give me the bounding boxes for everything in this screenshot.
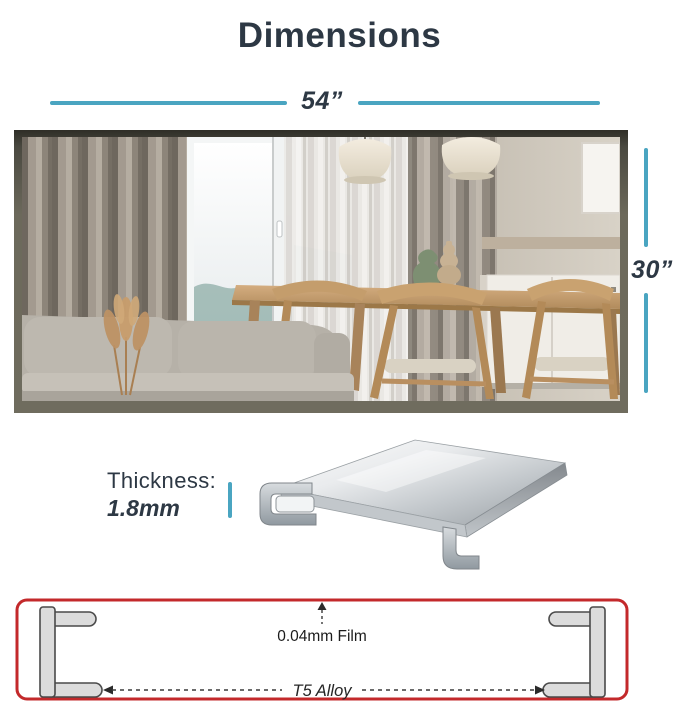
width-dimension-line-right <box>358 101 600 105</box>
height-dimension-line-bottom <box>644 293 648 393</box>
alloy-label: T5 Alloy <box>292 682 352 700</box>
sofa <box>22 315 354 401</box>
metal-profile <box>260 440 567 569</box>
thickness-value: 1.8mm <box>107 495 180 521</box>
mirror-product-photo <box>22 137 620 401</box>
film-label: 0.04mm Film <box>277 628 367 645</box>
window-handle <box>277 221 282 237</box>
living-room-reflection <box>22 137 620 401</box>
thickness-label: Thickness: <box>107 468 217 493</box>
frame-profile-illustration <box>246 428 580 578</box>
height-dimension-label: 30” <box>631 256 673 284</box>
width-dimension-label: 54” <box>301 87 343 115</box>
thickness-divider-line <box>228 482 232 518</box>
page-title: Dimensions <box>237 16 442 55</box>
width-dimension-line-left <box>50 101 287 105</box>
thickness-callout <box>107 468 216 522</box>
cross-section-diagram <box>0 588 679 705</box>
picture-frame <box>582 143 620 213</box>
height-dimension-line-top <box>644 148 648 247</box>
mirror-frame <box>14 130 628 413</box>
